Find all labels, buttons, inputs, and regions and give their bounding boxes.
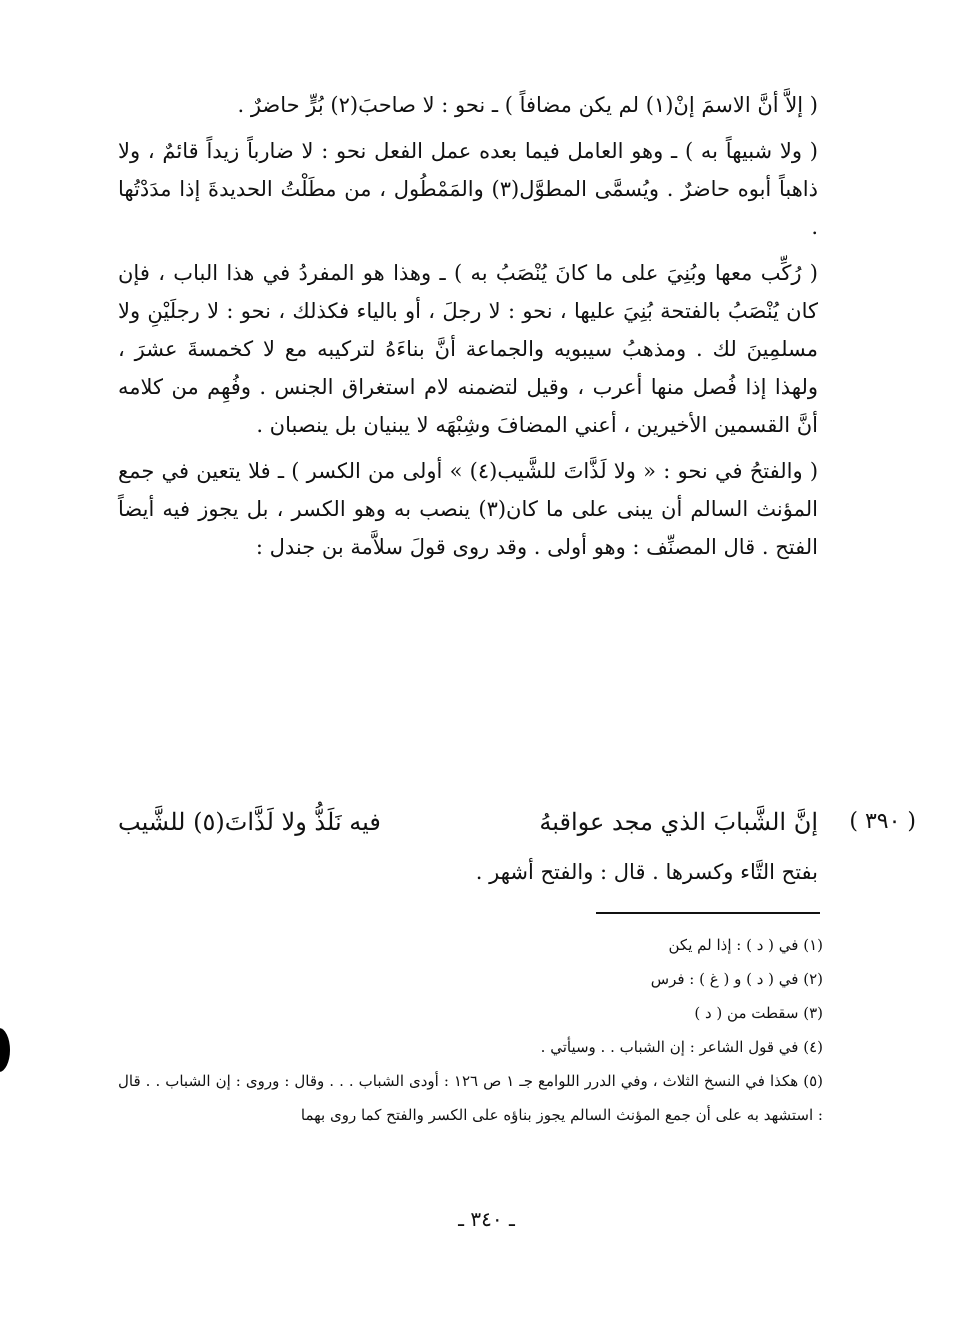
paragraph-3: ( رُكِّب معها وبُنِيَ على ما كانَ يُنْصَبُ به ) ـ وهذا هو المفردُ في هذا الباب ، فإن كان يُنْصَبُ بالفتحة بُنِيَ عليها ، نحو : لا رجلَ ، أو بالياء فكذلك ، نحو : لا رجلَيْنِ ولا مسلمِينَ لك . ومذهبُ سيبويه والجماعة أنَّ بناءَهُ لتركيبه مع لا كخمسةَ عشرَ ، ولهذا إذا فُصل منها أعرب ، وقيل لتضمنه لام استغراق الجنس . وفُهِم من كلامه أنَّ القسمين الأخيرين ، أعني المضافَ وشِبْهَه لا يبنيان بل ينصبان . — [118, 261, 818, 437]
scan-edge-mark — [0, 1028, 10, 1072]
verse-first-half: إنَّ الشَّبابَ الذي مجد عواقبهُ — [539, 808, 818, 836]
verse-line — [118, 800, 818, 844]
footnote-5: (٥) هكذا في النسخ الثلاث ، وفي الدرر اللوامع جـ ١ ص ١٢٦ : أودى الشباب . . . وقال : وروى : إن الشباب . . قال : استشهد به على أن جمع المؤنث السالم يجوز بناؤه على الكسر والفتح كما روى بهما — [118, 1072, 823, 1124]
main-text — [118, 86, 818, 574]
footnote-divider — [596, 912, 820, 914]
footnotes — [118, 928, 823, 1132]
verse-block — [118, 800, 818, 844]
verse-number: ( ٣٩٠ ) — [849, 809, 916, 834]
paragraph-1: ( إلاَّ أنَّ الاسمَ إنْ(١) لم يكن مضافاً ) ـ نحو : لا صاحبَ(٢) بُرٍّ حاضرٌ . — [237, 93, 818, 117]
verse-note: بفتح التَّاء وكسرها . قال : والفتح أشهر . — [475, 860, 818, 884]
paragraph-2: ( ولا شبيهاً به ) ـ وهو العامل فيما بعده عمل الفعل نحو : لا ضارباً زيداً قائمٌ ، ولا ذاهباً أبوه حاضرٌ . ويُسمَّى المطوَّل(٣) والمَمْطُول ، من مطَلْتُ الحديدةَ إذا مدَدْتُها . — [118, 139, 818, 239]
paragraph-4: ( والفتحُ في نحو : « ولا لَذَّاتَ للشَّيب(٤) » أولى من الكسر ) ـ فلا يتعين في جمع المؤنث السالم أن يبنى على ما كان(٣) ينصب به وهو الكسر ، بل يجوز فيه أيضاً الفتح . قال المصنِّف : وهو أولى . وقد روى قولَ سلاَّمة بن جندل : — [118, 459, 819, 559]
verse-second-half: فيه نَلَذُّ ولا لَذَّاتَ(٥) للشَّيب — [118, 808, 381, 836]
footnote-1: (١) في ( د ) : إذا لم يكن — [668, 936, 823, 954]
footnote-3: (٣) سقطت من ( د ) — [694, 1004, 823, 1022]
footnote-2: (٢) في ( د ) و ( غ ) : فرس — [650, 970, 823, 988]
page-number: ـ ٣٤٠ ـ — [458, 1207, 515, 1231]
footnote-4: (٤) في قول الشاعر : إن الشباب . . وسيأتي . — [540, 1038, 823, 1056]
